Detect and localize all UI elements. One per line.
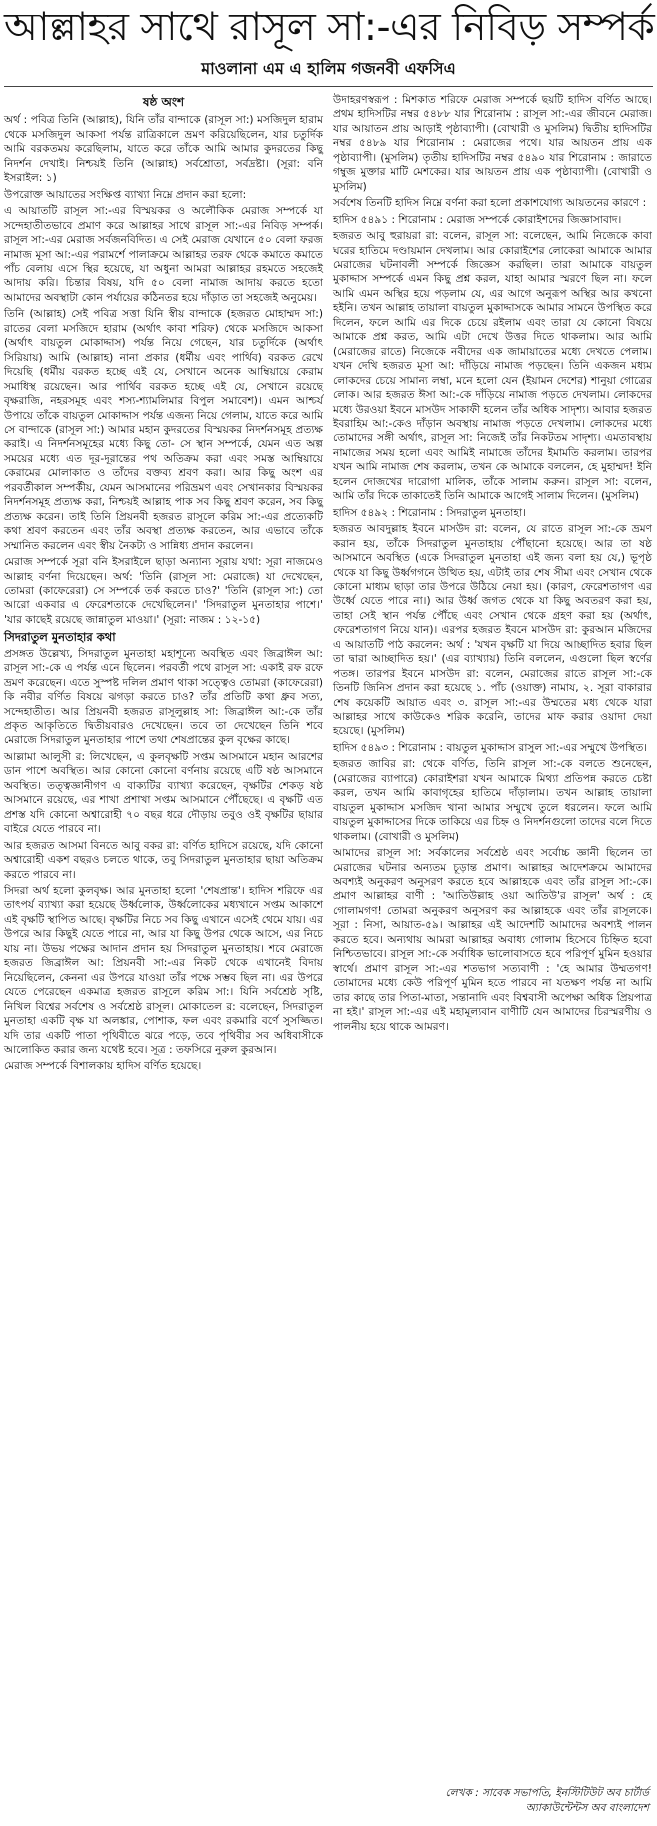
paragraph: উদাহরণস্বরূপ : মিশকাত শরিফে মেরাজ সম্পর্কে ছয়টি হাদিস বর্ণিত আছে। প্রথম হাদিসটির নম্বর ৫৪৮৮ যার শিরোনাম : রাসূল সা:-এর জীবনে মেরাজ। যার আয়াতন প্রায় আড়াই পৃষ্ঠাব্যাপী। (বোখারী ও মুসলিম) দ্বিতীয় হাদিসটির নম্বর ৫৪৮৯ যার শিরোনাম : মেরাজের পথে। যার আয়তন প্রায় এক পৃষ্ঠাব্যাপী। (মুসলিম) তৃতীয় হাদিসটির নম্বর ৫৪৯০ যার শিরোনাম : জারাতে গম্বুজ মুক্তার মাটি মেশকের। যার আয়তন প্রায় এক পৃষ্ঠাব্যাপী। (বোখারী ও মুসলিম) [333,94,652,193]
paragraph: উপরোক্ত আয়াতের সংক্ষিপ্ত ব্যাখ্যা নিম্নে প্রদান করা হলো: [4,188,247,201]
left-column [4,93,323,1076]
paragraph: আমাদের রাসূল সা: সর্বকালের সর্বশ্রেষ্ঠ এবং সর্বোচ্চ জ্ঞানী ছিলেন তা মেরাজের ঘটনার অন্যতম চূড়ান্ত প্রমাণ। আল্লাহর আদেশক্রমে আমাদের অবশ্যই অনুকরণ অনুসরণ করতে হবে আল্লাহকে এবং তাঁর রাসূল সা:-কে। প্রমাণ আল্লাহর বাণী : 'আতিউল্লাহ ওয়া আতিউ'র রাসূল' অর্থ : হে গোলামগণ! তোমরা অনুকরণ অনুসরণ কর আল্লাহকে এবং তাঁর রাসূলকে। সূরা : নিসা, আয়াত-৫৯। আল্লাহর এই আদেশটি আমাদের অবশ্যই পালন করতে হবে। অন্যথায় আমরা আল্লাহর অবাধ্য গোলাম হিসেবে চিহ্নিত হবো নিশ্চিতভাবে। রাসূল সা:-কে সর্বাধিক ভালোবাসতে হবে পরিপূর্ণ মুমিন হওয়ার স্বার্থে। প্রমাণ রাসূল সা:-এর শতভাগ সত্যবাণী : 'হে আমার উম্মতগণ! তোমাদের মধ্যে কেউ পরিপূর্ণ মুমিন হতে পারবে না যতক্ষণ পর্যন্ত না আমি তার কাছে তার পিতা-মাতা, সন্তানাদি এবং বিশ্ববাসী অপেক্ষা অধিক প্রিয়পাত্র না হই।' রাসূল সা:-এর এই মহামূল্যবান বাণীটি যেন আমাদের চিরস্মরণীয় ও পালনীয় হয়ে থাকে আমরণ। [333,847,652,1033]
right-column [333,93,652,1076]
paragraph: হাদিস ৫৪৯১ : শিরোনাম : মেরাজ সম্পর্কে কোরাইশদের জিজ্ঞাসাবাদ। [333,213,622,226]
paragraph: সিদরা অর্থ হলো কুলবৃক্ষ। আর মুনতাহা হলো 'শেষপ্রান্ত'। হাদিস শরিফে এর তাৎপর্য ব্যাখ্যা করা হয়েছে উর্ধ্বলোক, উর্ধ্বলোকের মধ্যখানে সপ্তম আকাশে এই বৃক্ষটি স্থাপিত আছে। বৃক্ষটির নিচে সব কিছু এখানে এসেই থেমে যায়। এর উপরে আর কিছুই যেতে পারে না, আর যা কিছু উপর থেকে আসে, এর নিচে যায় না। উভয় পক্ষের আদান প্রদান হয় সিদরাতুল মুনতাহায়। শবে মেরাজে হজরত জিব্রাঈল আ: প্রিয়নবী সা:-এর নিকট থেকে এখানেই বিদায় নিয়েছিলেন, কেননা এর উপরে যাওয়া তাঁর পক্ষে সম্ভব ছিল না। এর উপরে যেতে পেরেছেন একমাত্র হজরত রাসূলে করিম সা:। যিনি সর্বশ্রেষ্ঠ সৃষ্টি, নিখিল বিশ্বের সর্বশেষ ও সর্বশ্রেষ্ঠ রাসূল। মোকাতেল র: বলেছেন, সিদরাতুল মুনতাহা একটি বৃক্ষ যা অলঙ্কার, পোশাক, ফল এবং রকমারি বর্ণে সুসজ্জিত। যদি তার একটি পাতা পৃথিবীতে ঝরে পড়ে, তবে পৃথিবীর সব অধিবাসীকে আলোকিত করার জন্য যথেষ্ট হবে। সূত্র : তফসিরে নুরুল কুরআন। [4,885,323,1056]
paragraph: মেরাজ সম্পর্কে বিশালকায় হাদিস বর্ণিত হয়েছে। [4,1060,202,1073]
subheading: সিদরাতুল মুনতাহার কথা [4,630,116,645]
paragraph: এ আয়াতটি রাসূল সা:-এর বিস্ময়কর ও অলৌকিক মেরাজ সম্পর্কে যা সন্দেহাতীতভাবে প্রমাণ করে আল্লাহর সাথে রাসূল সা:-এর নিবিড় সম্পর্ক। রাসূল সা:-এর মেরাজ সর্বজনবিদিত। এ সেই মেরাজ যেখানে ৫০ বেলা ফরজ নামাজ মূসা আ:-এর পরামর্শে পালাক্রমে আল্লাহর তরফ থেকে কমাতে কমাতে পাঁচ বেলায় এসে স্থির হয়েছে, যা অধুনা আমরা আল্লাহর রহমতে সহজেই আদায় করি। চিন্তার বিষয়, যদি ৫০ বেলা নামাজ আদায় করতে হতো আমাদের অবস্থাটা কোন পর্যায়ের কঠিনতর হয়ে দাঁড়াত তা সহজেই অনুমেয়। [4,205,323,304]
author-note-line: লেখক : সাবেক সভাপতি, ইনস্টিটিউট অব চার্টার্ড [445,1787,649,1799]
author-note [446,1786,649,1816]
article-body [4,93,653,1076]
paragraph: হজরত আবদুল্লাহ ইবনে মাসউদ রা: বলেন, যে রাতে রাসূল সা:-কে ভ্রমণ করান হয়, তাঁকে সিদরাতুল মুনতাহায় পৌঁছানো হয়েছে। আর তা ষষ্ঠ আসমানে অবস্থিত (একে সিদরাতুল মুনতাহা এই জন্য বলা হয় যে,) ভূপৃষ্ঠ থেকে যা কিছু উর্ধ্বগগনে উত্থিত হয়, এটাই তার শেষ সীমা এবং সেখান থেকে কোনো মাধ্যম ছাড়া তার উপরে উঠিয়ে নেয়া হয়। (কারণ, ফেরেশতাগণ এর উর্ধ্বে যেতে পারে না।) আর উর্ধ্ব জগত থেকে যা কিছু অবতরণ করা হয়, তাহা সেই স্থান পর্যন্ত পৌঁছে এবং সেখান থেকে গ্রহণ করা হয় (অর্থাৎ, ফেরেশতাগণ নিয়ে যান)। এরপর হজরত ইবনে মাসউদ রা: কুরআন মজিদের এ আয়াতটি পাঠ করলেন: অর্থ : 'যখন বৃক্ষটি যা দিয়ে আচ্ছাদিত হবার ছিল তা দ্বারা আচ্ছাদিত হয়।' (এর ব্যাখ্যায়) তিনি বললেন, এগুলো ছিল স্বর্ণের পতঙ্গ। তারপর ইবনে মাসউদ রা: বলেন, মেরাজের রাতে রাসূল সা:-কে তিনটি জিনিস প্রদান করা হয়েছে ১. পাঁচ (ওয়াক্ত) নামায, ২. সূরা বাকারার শেষ কয়েকটি আয়াত এবং ৩. রাসূল সা:-এর উম্মতের মধ্য থেকে যারা আল্লাহর সাথে কাউকেও শরিক করেনি, তাদের মাফ করার ওয়াদা দেয়া হয়েছে। (মুসলিম) [333,523,652,738]
paragraph: আল্লামা আলুসী র: লিখেছেন, এ কুলবৃক্ষটি সপ্তম আসমানে মহান আরশের ডান পাশে অবস্থিত। আর কোনো কোনো বর্ণনায় রয়েছে এটি ষষ্ঠ আসমানে অবস্থিত। তত্ত্বজ্ঞানীগণ এ বাক্যটির ব্যাখ্যা করেছেন, বৃক্ষটির শেকড় ষষ্ঠ আসমানে রয়েছে, এর শাখা প্রশাখা সপ্তম আসমানে পৌঁছেছে। এ বৃক্ষটি এত প্রশস্ত যদি কোনো অশ্বারোহী ৭০ বছর ধরে দৌড়ায় তবুও ওই বৃক্ষটির ছায়ার বাইরে যেতে পারবে না। [4,750,323,836]
paragraph: আর হজরত আসমা বিনতে আবু বকর রা: বর্ণিত হাদিসে রয়েছে, যদি কোনো অশ্বারোহী একশ বছরও চলতে থাকে, তবু সিদরাতুল মুনতাহার ছায়া অতিক্রম করতে পারবে না। [4,839,323,881]
paragraph: অর্থ : পবিত্র তিনি (আল্লাহ), যিনি তাঁর বান্দাকে (রাসূল সা:) মসজিদুল হারাম থেকে মসজিদুল আকসা পর্যন্ত রাত্রিকালে ভ্রমণ করিয়েছিলেন, যার চতুর্দিক আমি বরকতময় করেছিলাম, যাতে করে তাঁকে আমি আমার কুদরতের কিছু নিদর্শন দেখাই। নিশ্চয়ই তিনি (আল্লাহ) সর্বশ্রোতা, সর্বদ্রষ্টা। (সূরা: বনি ইসরাইল: ১) [4,114,323,185]
paragraph: সর্বশেষ তিনটি হাদিস নিম্নে বর্ণনা করা হলো প্রকাশযোগ্য আয়তনের কারণে : [333,197,647,210]
author-note-line: অ্যাকাউন্টেন্টস অব বাংলাদেশ [525,1802,649,1814]
paragraph: হাদিস ৫৪৯৩ : শিরোনাম : বায়তুল মুকাদ্দাস রাসুল সা:-এর সম্মুখে উপস্থিত। [333,741,648,754]
paragraph: মেরাজ সম্পর্কে সূরা বনি ইসরাইলে ছাড়া অন্যান্য সূরায় যথা: সূরা নাজমেও আল্লাহ বর্ণনা দিয়েছেন। অর্থ: 'তিনি (রাসূল সা: মেরাজে) যা দেখেছেন, তোমরা (কাফেরেরা) সে সম্পর্কে তর্ক করতে চাও?' 'তিনি (রাসূল সা:) তো আরো একবার এ ফেরেশতাকে দেখেছিলেন।' 'সিদরাতুল মুনতাহার পাশে।' 'যার কাছেই রয়েছে জান্নাতুল মাওয়া।' (সূরা: নাজম : ১২-১৫) [4,556,323,626]
paragraph: তিনি (আল্লাহ) সেই পবিত্র সত্তা যিনি স্বীয় বান্দাকে (হজরত মোহাম্মদ সা:) রাতের বেলা মসজিদে হারাম (অর্থাৎ কাবা শরিফ) থেকে মসজিদে আকসা (অর্থাৎ বায়তুল মোকাদ্দাস) পর্যন্ত নিয়ে গেছেন, যার চতুর্দিকে (অর্থাৎ সিরিয়ায়) আমি (আল্লাহ) নানা প্রকার (ধর্মীয় এবং পার্থিব) বরকত রেখে দিয়েছি (ধর্মীয় বরকত হচ্ছে এই যে, সেখানে অনেক আম্বিয়ায়ে কেরাম সমাধিস্থ রয়েছেন। আর পার্থিব বরকত হচ্ছে এই যে, সেখানে রয়েছে বৃক্ষরাজি, নহরসমূহ এবং শস্য-শ্যামলিমার বিপুল সমাবেশ)। এমন আশ্চর্য উপায়ে তাঁকে বায়তুল মোকাদ্দাস পর্যন্ত এজন্য নিয়ে গেলাম, যাতে করে আমি সে বান্দাকে (রাসূল সা:) আমার মহান কুদরতের বিস্ময়কর নিদর্শনসমূহ প্রত্যক্ষ করাই। এ নিদর্শনসমূহের মধ্যে কিছু তো- সে স্থান সম্পর্কে, যেমন এত অল্প সময়ের মধ্যে এত দূর-দূরান্তের পথ অতিক্রম করা এবং সমস্ত আম্বিয়ায়ে কেরামের মোলাকাত ও তাঁদের বক্তব্য শ্রবণ করা। আর কিছু অংশ এর পরবর্তীকাল সম্পর্কীয়, যেমন আসমানের পরিভ্রমণ এবং সেখানকার বিস্ময়কর নিদর্শনসমূহ প্রত্যক্ষ করা, নিশ্চয়ই আল্লাহ পাক সব কিছু শ্রবণ করেন, সব কিছু প্রত্যক্ষ করেন। তাই তিনি প্রিয়নবী হজরত রাসূলে করিম সা:-এর প্রত্যেকটি কথা শ্রবণ করতেন এবং তাঁর অবস্থা প্রত্যক্ষ করতেন, আর এভাবে তাঁকে সম্মানিত করলেন এবং স্বীয় নৈকট্য ও সান্নিধ্য প্রদান করলেন। [4,308,323,552]
paragraph: হজরত আবু হুরায়রা রা: বলেন, রাসূল সা: বলেছেন, আমি নিজেকে কাবা ঘরের হাতিমে দণ্ডায়মান দেখলাম। আর কোরাইশের লোকেরা আমাকে আমার মেরাজের ঘটনাবলী সম্পর্কে জিজ্ঞেস করছিল। তারা আমাকে বায়তুল মুকাদ্দাস সম্পর্কে এমন কিছু প্রশ্ন করল, যাহা আমার স্মরণে ছিল না। ফলে আমি এমন অস্থির হয়ে পড়লাম যে, এর আগে অনুরূপ অস্থির আর কখনো হইনি। তখন আল্লাহ তায়ালা বায়তুল মুকাদ্দাসকে আমার সামনে উপস্থিত করে দিলেন, ফলে আমি এর দিকে চেয়ে রইলাম এবং তারা যে কোনো বিষয়ে আমাকে প্রশ্ন করত, আমি এটা দেখে উত্তর দিতে থাকলাম। আর আমি (মেরাজের রাতে) নিজেকে নবীদের এক জামায়াতের মধ্যে দেখতে পেলাম। যখন দেখি হজরত মূসা আ: দাঁড়িয়ে নামাজ পড়ছেন। তিনি একজন মধ্যম লোকদের চেয়ে সামান্য লম্বা, মনে হলো যেন (ইয়ামন দেশের) শানুয়া গোত্রের লোক। আর হজরত ঈসা আ:-কে দাঁড়িয়ে নামাজ পড়তে দেখলাম। লোকদের মধ্যে উরওয়া ইবনে মাসউদ সাকাফী হলেন তাঁর অধিক সাদৃশ্য। আবার হজরত ইবরাহিম আ:-কেও দাঁড়ান অবস্থায় নামাজ পড়তে দেখলাম। লোকদের মধ্যে তোমাদের সঙ্গী অর্থাৎ, রাসূল সা: নিজেই তাঁর নিকটতম সাদৃশ্য। এমতাবস্থায় নামাজের সময় হলো এবং আমিই নামাজে তাঁদের ইমামতি করলাম। তারপর যখন আমি নামাজ শেষ করলাম, তখন কে আমাকে বললেন, হে মুহাম্মদ! ইনি হলেন দোজখের দারোগা মালিক, তাঁকে সালাম করুন। রাসূল সা: বলেন, আমি তাঁর দিকে তাকাতেই তিনি আমাকে আগেই সালাম দিলেন। (মুসলিম) [333,230,652,503]
article-title: আল্লাহর সাথে রাসূল সা:-এর নিবিড় সম্পর্ক [4,5,655,50]
section-heading: ষষ্ঠ অংশ [142,95,185,109]
paragraph: হজরত জাবির রা: থেকে বর্ণিত, তিনি রাসূল সা:-কে বলতে শুনেছেন, (মেরাজের ব্যাপারে) কোরাইশরা যখন আমাকে মিথ্যা প্রতিপন্ন করতে চেষ্টা করল, তখন আমি কাবাগৃহের হাতিমে দাঁড়ালাম। তখন আল্লাহ তায়ালা বায়তুল মুকাদ্দাস মসজিদ খানা আমার সম্মুখে তুলে ধরলেন। ফলে আমি বায়তুল মুকাদ্দাসের দিকে তাকিয়ে এর চিহ্ন ও নিদর্শনগুলো তাদের বলে দিতে থাকলাম। (বোখারী ও মুসলিম) [333,758,652,843]
paragraph: হাদিস ৫৪৯২ : শিরোনাম : সিদরাতুল মুনতাহা। [333,506,526,519]
title-divider [4,86,653,87]
article-byline: মাওলানা এম এ হালিম গজনবী এফসিএ [201,59,456,78]
paragraph: প্রসঙ্গত উল্লেখ্য, সিদরাতুল মুনতাহা মহাশূন্যে অবস্থিত এবং জিব্রাঈল আ: রাসূল সা:-কে এ পর্যন্ত এনে ছিলেন। পরবর্তী পথে রাসূল সা: একাই রফ রফে ভ্রমণ করেছেন। এতে সুস্পষ্ট দলিল প্রমাণ থাকা সত্ত্বেও তোমরা (কাফেরেরা) কি নবীর বর্ণিত বিষয়ে ঝগড়া করতে চাও? তাঁর প্রতিটি কথা ধ্রুব সত্য, সন্দেহাতীত। আর প্রিয়নবী হজরত রাসূলুল্লাহ সা: জিব্রাঈল আ:-কে তাঁর প্রকৃত আকৃতিতে দ্বিতীয়বারও দেখেছেন। তবে তা দেখেছেন তিনি শবে মেরাজে সিদরাতুল মুনতাহার পাশে তথা শেষপ্রান্তের কুল বৃক্ষের কাছে। [4,647,323,747]
